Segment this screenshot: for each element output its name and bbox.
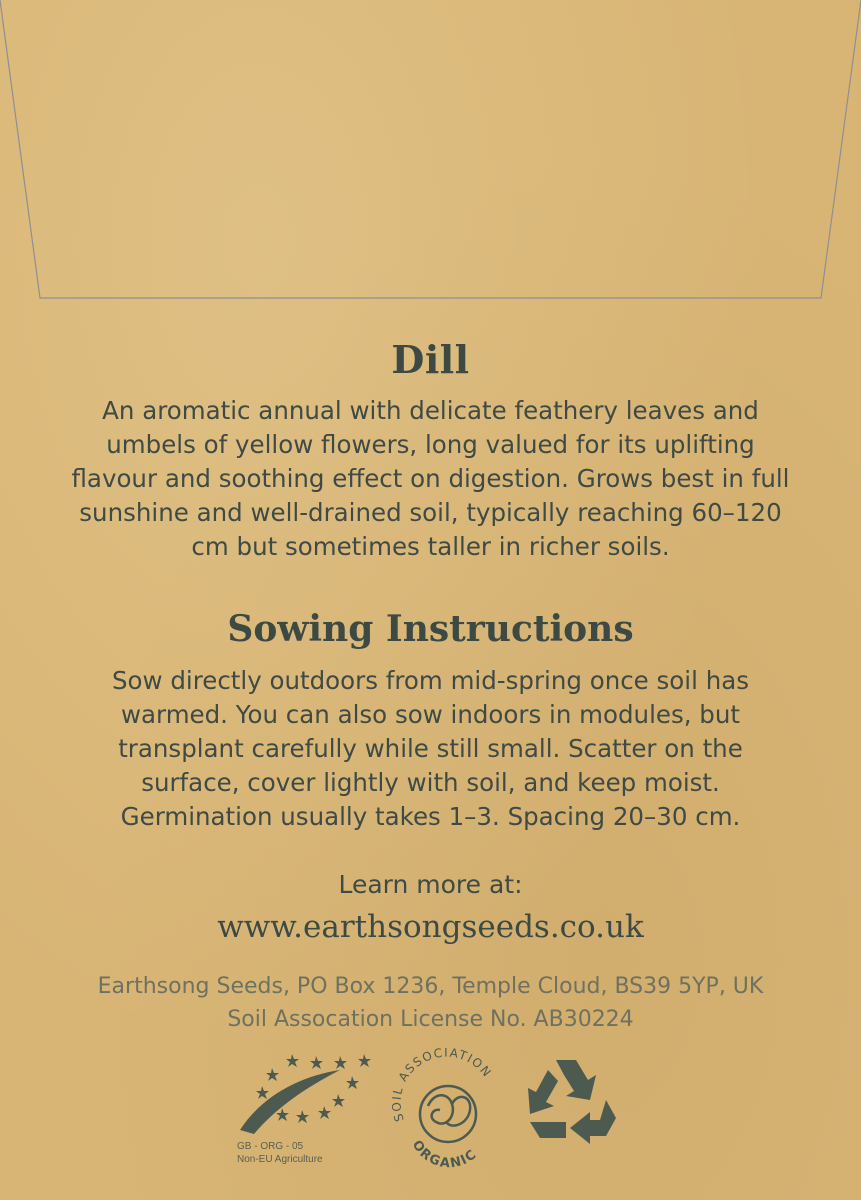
soil-association-arc-text: SOIL ASSOCIATION (389, 1048, 495, 1124)
soil-association-organic-icon (389, 1048, 494, 1171)
license-number: Soil Assocation License No. AB30224 (227, 1007, 634, 1032)
product-description: An aromatic annual with delicate feathery leaves and umbels of yellow flowers, long valued for its uplifting flavour and soothing effect on digestion. Grows best in full sunshine and well-drained soil, typically reaching 60–120 cm but sometimes taller in richer soils. (71, 396, 790, 561)
eu-organic-code: GB - ORG - 05 (237, 1141, 304, 1152)
recycle-icon (528, 1060, 616, 1144)
company-address: Earthsong Seeds, PO Box 1236, Temple Cloud, BS39 5YP, UK (97, 974, 764, 999)
product-title: Dill (391, 337, 470, 382)
packet-text (0, 330, 861, 1036)
soil-association-organic-text: ORGANIC (408, 1137, 481, 1172)
company-address-block (0, 970, 861, 1036)
sowing-heading: Sowing Instructions (227, 608, 634, 650)
certification-logos (0, 1048, 861, 1178)
envelope-flap-outline (0, 0, 861, 310)
website-link[interactable]: www.earthsongseeds.co.uk (217, 909, 644, 945)
eu-organic-leaf-icon (240, 1054, 371, 1134)
eu-organic-caption (237, 1140, 323, 1166)
eu-organic-origin: Non-EU Agriculture (237, 1154, 323, 1165)
learn-more-label: Learn more at: (338, 870, 523, 899)
sowing-instructions: Sow directly outdoors from mid-spring once soil has warmed. You can also sow indoors in modules, but transplant carefully while still small. Scatter on the surface, cover lightly with soil, and keep moist. Germination usually takes 1–3. Spacing 20–30 cm. (111, 666, 750, 831)
